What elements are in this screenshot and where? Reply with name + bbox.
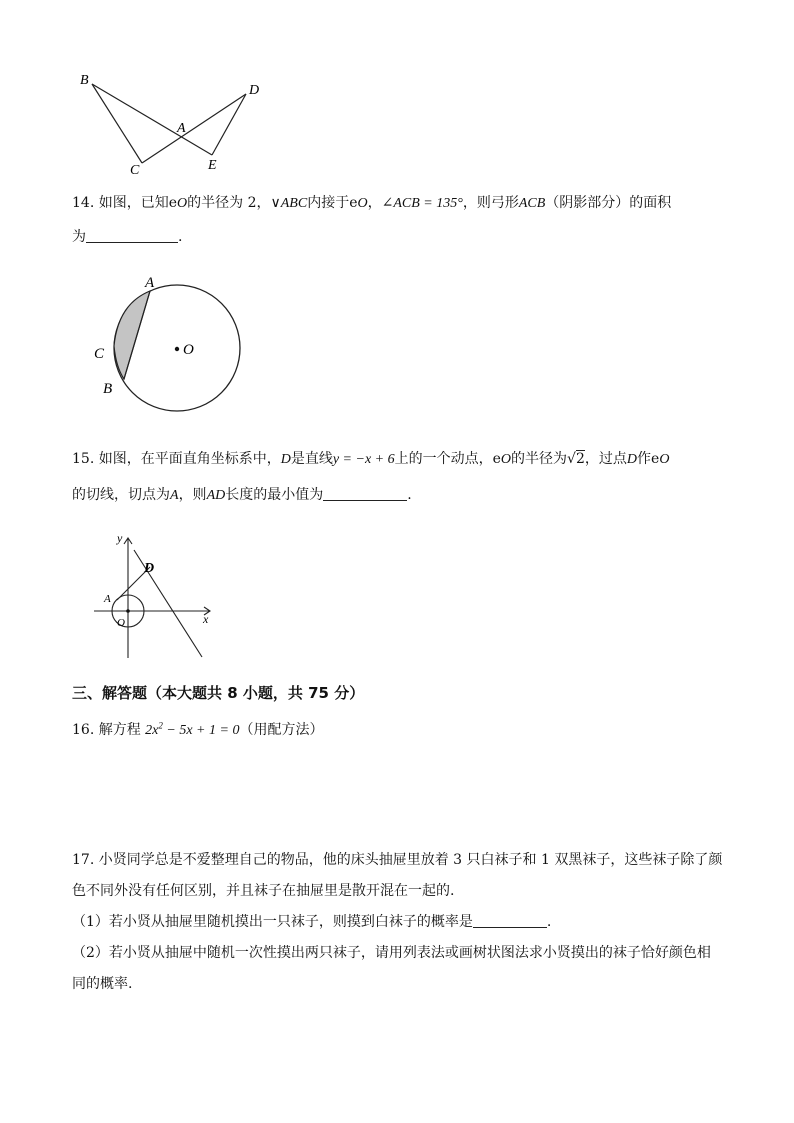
fig13-diagram	[70, 68, 270, 176]
q17-part2-line1: （2）若小贤从抽屉中随机一次性摸出两只袜子，请用列表法或画树状图法求小贤摸出的袜子恰好颜色相	[72, 945, 711, 961]
fig14-label-C: C	[94, 346, 105, 362]
q17-line2: 色不同外没有任何区别，并且袜子在抽屉里是散开混在一起的.	[72, 883, 455, 899]
fig14-diagram	[90, 272, 250, 418]
fig13-label-C: C	[130, 163, 140, 176]
q17-number: 17.	[72, 852, 95, 868]
sqrt-symbol: √2	[567, 451, 585, 467]
fig14-label-O: O	[183, 342, 194, 358]
q15-line2: 的切线，切点为A，则AD长度的最小值为 .	[72, 487, 412, 503]
q14-line2: 为 .	[72, 229, 183, 245]
fig13-label-E: E	[208, 158, 217, 173]
q14-line1: 14. 如图，已知eO的半径为 2，∨ABC内接于eO，∠ACB = 135°，则弓形ACB（阴影部分）的面积	[72, 195, 672, 211]
fig13-label-A: A	[177, 121, 186, 136]
q17-part2-line2: 同的概率.	[72, 976, 133, 992]
q15-number: 15.	[72, 451, 95, 467]
q15-line1: 15. 如图，在平面直角坐标系中，D是直线y = −x + 6上的一个动点，eO的半径为√2，过点D作eO	[72, 451, 670, 467]
q15-answer-blank[interactable]	[323, 486, 407, 501]
fig15-label-y: y	[117, 531, 123, 545]
fig15-label-D: D	[144, 561, 155, 576]
q16-number: 16.	[72, 722, 95, 738]
fig15-label-A: A	[104, 593, 111, 605]
fig14-label-B: B	[103, 381, 113, 397]
q14-number: 14.	[72, 195, 95, 211]
q17-line1: 17. 小贤同学总是不爱整理自己的物品，他的床头抽屉里放着 3 只白袜子和 1 双黑袜子，这些袜子除了颜	[72, 852, 723, 868]
fig15-label-x: x	[203, 612, 209, 626]
fig13-label-D: D	[249, 83, 260, 98]
section-3-heading: 三、解答题（本大题共 8 小题，共 75 分）	[72, 684, 365, 702]
q16-line: 16. 解方程 $2x^2 - 5x + 1 = 0$（用配方法）	[72, 720, 324, 738]
fig15-label-O: O	[117, 617, 125, 629]
fig13-label-B: B	[80, 73, 89, 88]
fig15-diagram	[88, 530, 218, 664]
fig14-label-A: A	[145, 275, 155, 291]
q14-answer-blank[interactable]	[86, 228, 178, 243]
q17-part1: （1）若小贤从抽屉里随机摸出一只袜子，则摸到白袜子的概率是 .	[72, 914, 552, 930]
q17-answer-blank[interactable]	[473, 913, 547, 928]
